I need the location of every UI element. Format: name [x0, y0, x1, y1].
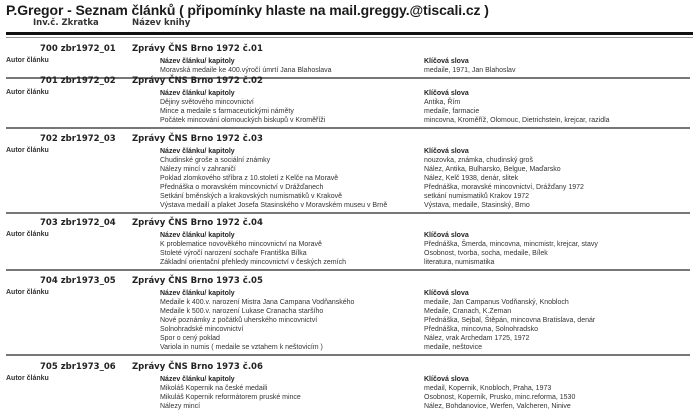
keyword-entry: Nález, vrak Archedam 1725, 1972 — [424, 335, 530, 342]
article-list — [160, 231, 346, 267]
article-title: Mikuláš Kopernik reformátorem pruské mince — [160, 394, 301, 401]
article-title: Medaile k 500.v. narození Lukase Cranacha staršího — [160, 308, 324, 315]
keyword-entry: Přednáška, Sejbal, Štěpán, mincovna Bratislava, denár — [424, 317, 596, 324]
article-list — [160, 147, 387, 210]
record-inv-code: 704 zbr1973_05 — [40, 276, 116, 286]
article-column-header: Název článku/ kapitoly — [160, 58, 235, 65]
keyword-entry: Přednáška, Šmerda, mincovna, mincmistr, krejcar, stavy — [424, 241, 598, 248]
record-separator — [6, 354, 690, 356]
record-inv-code: 702 zbr1972_03 — [40, 134, 116, 144]
article-title: Nálezy mincí v zahraničí — [160, 166, 236, 173]
keyword-entry: setkání numismatiků Krakov 1972 — [424, 193, 530, 200]
article-list — [160, 375, 301, 411]
record-inv-code: 700 zbr1972_01 — [40, 44, 116, 54]
article-column-header: Název článku/ kapitoly — [160, 376, 235, 383]
keyword-list — [424, 375, 575, 411]
article-title: Variola in numis ( medaile se vztahem k neštovicím ) — [160, 344, 323, 351]
keyword-entry: Nález, Antika, Bulharsko, Belgue, Maďarsko — [424, 166, 561, 173]
record-book-title: Zprávy ČNS Brno 1972 č.01 — [132, 44, 263, 54]
article-list — [160, 289, 354, 352]
article-title: Stoleté výročí narození sochaře Františka Bílka — [160, 250, 307, 257]
keyword-entry: Přednáška, moravské mincovnictví, Drážďany 1972 — [424, 184, 584, 191]
article-column-header: Název článku/ kapitoly — [160, 290, 235, 297]
article-title: Setkání brněnských a krakovských numismatiků v Krakově — [160, 193, 343, 200]
record-inv-code: 701 zbr1972_02 — [40, 76, 116, 86]
keyword-entry: literatura, numismatika — [424, 259, 495, 266]
keyword-entry: medail, Kopernik, Knobloch, Praha, 1973 — [424, 385, 552, 392]
article-title: Nálezy mincí — [160, 403, 201, 410]
keyword-entry: Výstava, medaile, Stasinský, Brno — [424, 202, 530, 209]
keyword-list — [424, 289, 595, 352]
article-title: Základní orientační přehledy mincovnictví v českých zemích — [160, 259, 346, 266]
keyword-column-header: Klíčová slova — [424, 90, 469, 97]
record-inv-code: 703 zbr1972_04 — [40, 218, 116, 228]
article-title: Počátek mincování olomouckých biskupů v Kroměříži — [160, 117, 326, 124]
keyword-entry: Antika, Řím — [424, 99, 461, 106]
keyword-entry: nouzovka, známka, chudinský groš — [424, 157, 533, 164]
keyword-list — [424, 57, 515, 75]
record-book-title: Zprávy ČNS Brno 1972 č.04 — [132, 218, 263, 228]
record-book-title: Zprávy ČNS Brno 1972 č.03 — [132, 134, 263, 144]
author-label: Autor článku — [6, 289, 49, 296]
article-list — [160, 57, 332, 75]
article-title: Mikoláš Kopernik na české medaili — [160, 385, 268, 392]
article-column-header: Název článku/ kapitoly — [160, 90, 235, 97]
article-list — [160, 89, 325, 125]
article-title: Chudinské groše a sociální známky — [160, 157, 271, 164]
author-label: Autor článku — [6, 375, 49, 382]
author-label: Autor článku — [6, 89, 49, 96]
keyword-column-header: Klíčová slova — [424, 376, 469, 383]
article-title: Dějiny světového mincovnictví — [160, 99, 254, 106]
record-book-title: Zprávy ČNS Brno 1973 č.06 — [132, 362, 263, 372]
record-inv-code: 705 zbr1973_06 — [40, 362, 116, 372]
page-title: P.Gregor - Seznam článků ( připomínky hlaste na mail.greggy.@tiscali.cz ) — [6, 2, 489, 18]
keyword-column-header: Klíčová slova — [424, 290, 469, 297]
keyword-entry: Nález, Kelč 1938, denár, slitek — [424, 175, 519, 182]
header-rule-thick — [6, 32, 693, 35]
article-column-header: Název článku/ kapitoly — [160, 232, 235, 239]
keyword-entry: Osobnost, Kopernik, Prusko, minc.reforma, 1530 — [424, 394, 576, 401]
keyword-list — [424, 147, 584, 210]
article-title: Medaile k 400.v. narození Mistra Jana Campana Vodňanského — [160, 299, 355, 306]
keyword-entry: Přednáška, mincovna, Solnohradsko — [424, 326, 539, 333]
keyword-entry: Osobnost, tvorba, socha, medaile, Bílek — [424, 250, 548, 257]
article-title: Výstava medailí a plaket Josefa Stasinského v Moravském museu v Brně — [160, 202, 388, 209]
keyword-list — [424, 231, 598, 267]
header-rule-thin — [6, 37, 693, 38]
record-separator — [6, 127, 690, 129]
record-book-title: Zprávy ČNS Brno 1973 č.05 — [132, 276, 263, 286]
keyword-entry: mincovna, Kroměříž, Olomouc, Dietrichstein, krejcar, razidla — [424, 117, 610, 124]
author-label: Autor článku — [6, 231, 49, 238]
keyword-column-header: Klíčová slova — [424, 148, 469, 155]
record-book-title: Zprávy ČNS Brno 1972 č.02 — [132, 76, 263, 86]
keyword-list — [424, 89, 610, 125]
keyword-entry: medaile, neštovice — [424, 344, 482, 351]
column-header-book: Název knihy — [132, 18, 191, 28]
keyword-entry: Nález, Bohdanovice, Werfen, Valcheren, Ninive — [424, 403, 571, 410]
keyword-column-header: Klíčová slova — [424, 58, 469, 65]
author-label: Autor článku — [6, 147, 49, 154]
article-title: Solnohradské mincovnictví — [160, 326, 244, 333]
article-title: Nové poznámky z počátků uherského mincovnictví — [160, 317, 318, 324]
article-title: Mince a medaile s farmaceutickými náměty — [160, 108, 294, 115]
author-label: Autor článku — [6, 57, 49, 64]
article-title: Spor o cený poklad — [160, 335, 220, 342]
article-title: Přednáška o moravském mincovnictví v Drážďanech — [160, 184, 324, 191]
keyword-entry: medaile, farmacie — [424, 108, 480, 115]
keyword-column-header: Klíčová slova — [424, 232, 469, 239]
keyword-entry: Medaile, Cranach, K.Zeman — [424, 308, 512, 315]
article-title: Moravská medaile ke 400.výročí úmrtí Jana Blahoslava — [160, 67, 332, 74]
record-separator — [6, 269, 690, 271]
column-header-inv: Inv.č. Zkratka — [33, 18, 99, 28]
article-title: Poklad zlomkového stříbra z 10.století z Kelče na Moravě — [160, 175, 339, 182]
article-column-header: Název článku/ kapitoly — [160, 148, 235, 155]
keyword-entry: medaile, 1971, Jan Blahoslav — [424, 67, 516, 74]
article-title: K problematice novověkého mincovnictví na Moravě — [160, 241, 322, 248]
keyword-entry: medaile, Jan Campanus Vodňanský, Knobloch — [424, 299, 569, 306]
record-separator — [6, 212, 690, 214]
